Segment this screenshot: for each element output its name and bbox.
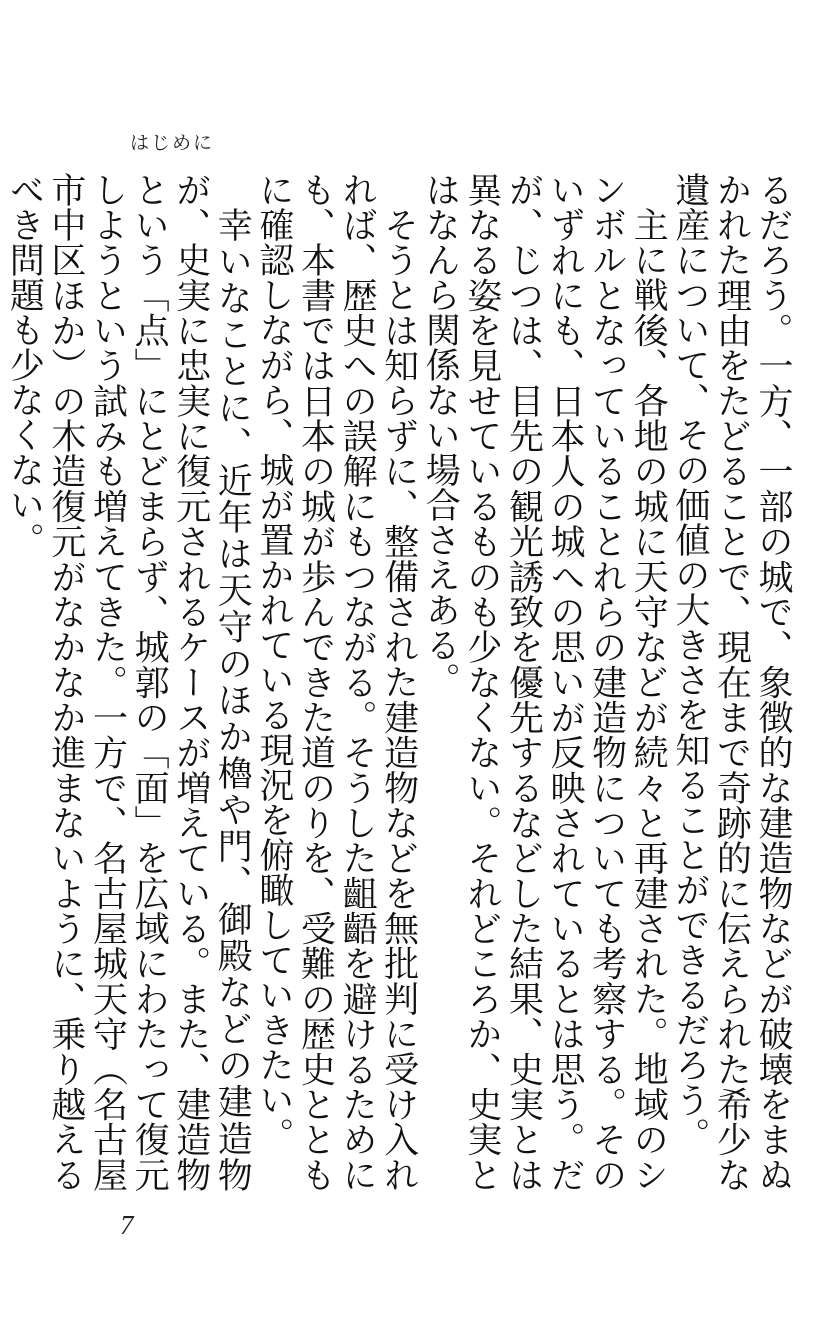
- vertical-body-text: [3, 172, 793, 1192]
- page-number: 7: [120, 1210, 134, 1240]
- paragraph-1: るだろう。一方、一部の城で、象徴的な建造物などが破壊をまぬかれた理由をたどることで、現在まで奇跡的に伝えられた希少な遺産について、その価値の大きさを知ることができるだろう。: [669, 172, 793, 1193]
- paragraph-4: 幸いなことに、近年は天守のほか櫓や門、御殿などの建造物が、史実に忠実に復元されるケースが増えている。また、建造物という「点」にとどまらず、城郭の「面」を広域にわたって復元しようという試みも増えてきた。一方で、名古屋城天守（名古屋市中区ほか）の木造復元がなかなか進まないように、乗り越えるべき問題も少なくない。: [4, 172, 253, 1193]
- running-head: はじめに: [130, 132, 215, 154]
- paragraph-2: 主に戦後、各地の城に天守などが続々と再建された。地域のシンボルとなっていることれらの建造物についても考察する。そのいずれにも、日本人の城への思いが反映されているとは思う。だが、じつは、目先の観光誘致を優先するなどした結果、史実とは異なる姿を見せているものも少なくない。それどころか、史実とはなんら関係ない場合さえある。: [420, 172, 669, 1193]
- paragraph-3: そうとは知らずに、整備された建造物などを無批判に受け入れれば、歴史への誤解にもつながる。そうした齟齬を避けるためにも、本書では日本の城が歩んできた道のりを、受難の歴史とともに確認しながら、城が置かれている現況を俯瞰していきたい。: [253, 172, 419, 1192]
